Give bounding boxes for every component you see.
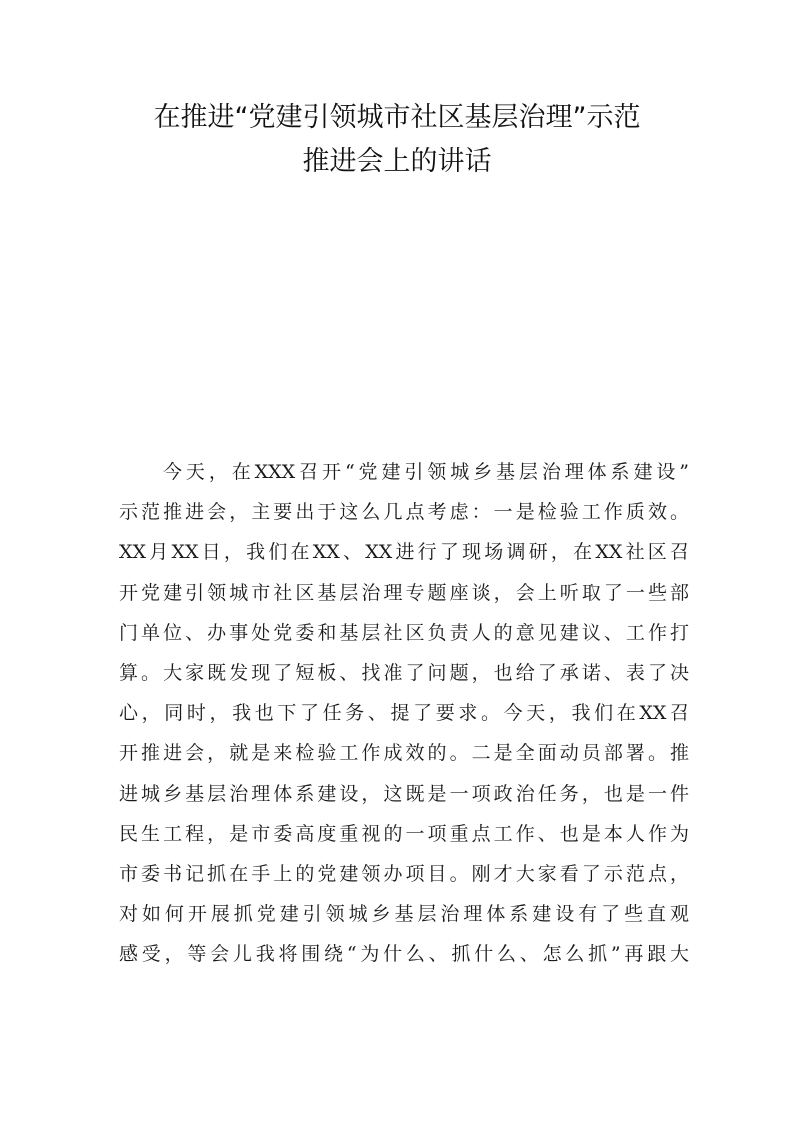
body-line: XX月XX日，我们在XX、XX进行了现场调研，在XX社区召 [119,541,689,564]
body-line: 心，同时，我也下了任务、提了要求。今天，我们在XX召 [119,702,689,725]
document-title [90,96,704,184]
speech-body [119,452,689,974]
title-line-1: 在推进“党建引领城市社区基层治理”示范 [153,102,641,133]
body-line: 民生工程，是市委高度重视的一项重点工作、也是本人作为 [119,822,689,845]
body-line: 感受，等会儿我将围绕“为什么、抓什么、怎么抓”再跟大 [119,943,689,966]
title-line-2: 推进会上的讲话 [302,146,492,177]
body-line: 算。大家既发现了短板、找准了问题，也给了承诺、表了决 [119,661,689,684]
body-line: 市委书记抓在手上的党建领办项目。刚才大家看了示范点， [119,862,689,885]
body-line: 今天，在XXX召开“党建引领城乡基层治理体系建设” [163,461,689,483]
body-line: 开党建引领城市社区基层治理专题座谈，会上听取了一些部 [119,581,689,604]
body-line: 开推进会，就是来检验工作成效的。二是全面动员部署。推 [119,742,689,765]
body-line: 门单位、办事处党委和基层社区负责人的意见建议、工作打 [119,621,689,644]
body-line: 进城乡基层治理体系建设，这既是一项政治任务，也是一件 [119,782,689,805]
body-line: 对如何开展抓党建引领城乡基层治理体系建设有了些直观 [119,903,689,926]
body-line: 示范推进会，主要出于这么几点考虑：一是检验工作质效。 [119,501,689,524]
